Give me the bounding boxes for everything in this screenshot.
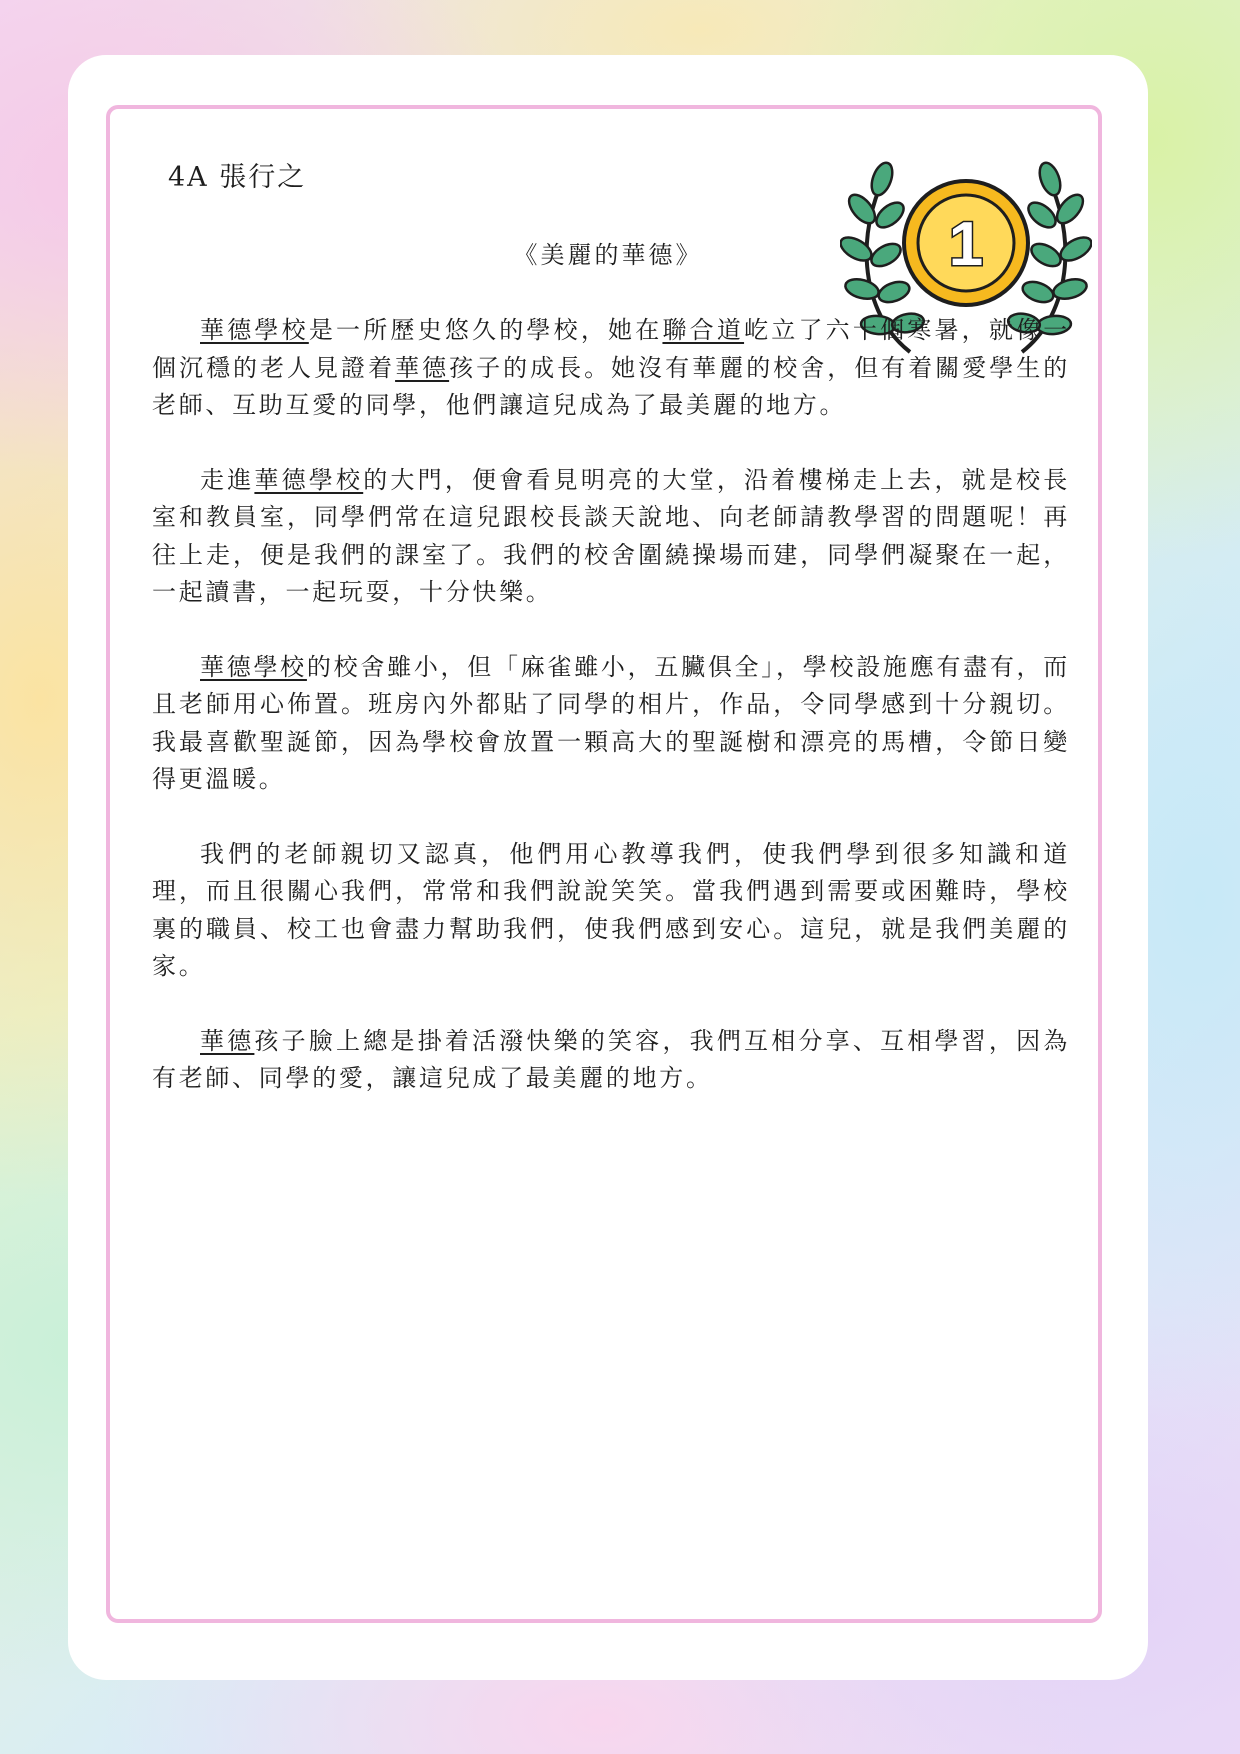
paragraph-text: 孩子的成長。她沒有華麗的校舍，但有着關愛學生的老師、互助互愛的同學，他們讓這兒成為了最美麗的地方。 [152,353,1070,419]
paragraph-text: 是一所歷史悠久的學校，她在 [308,316,663,344]
paragraph-text: 的校舍雖小，但「麻雀雖小，五臟俱全」，學校設施應有盡有，而且老師用心佈置。班房內外都貼了同學的相片，作品，令同學感到十分親切。我最喜歡聖誕節，因為學校會放置一顆高大的聖誕樹和漂亮的馬槽，令節日變得更溫暖。 [152,652,1070,793]
essay-paragraph [152,312,1070,425]
underlined-proper-noun: 華德 [200,1026,255,1055]
underlined-proper-noun: 華德學校 [200,652,307,681]
medal-number: 1 [948,210,984,279]
paragraph-text: 我們的老師親切又認真，他們用心教導我們，使我們學到很多知識和道理，而且很關心我們，常常和我們說說笑笑。當我們遇到需要或困難時，學校裏的職員、校工也會盡力幫助我們，使我們感到安心。這兒，就是我們美麗的家。 [152,839,1070,980]
paragraph-text: 走進 [200,465,255,494]
paragraph-text: 的大門，便會看見明亮的大堂，沿着樓梯走上去，就是校長室和教員室，同學們常在這兒跟校長談天說地、向老師請教學習的問題呢！再往上走，便是我們的課室了。我們的校舍圍繞操場而建，同學們凝聚在一起，一起讀書，一起玩耍，十分快樂。 [152,465,1070,606]
essay-body [152,312,1070,1135]
underlined-proper-noun: 華德學校 [200,316,309,344]
essay-paragraph [152,1023,1070,1098]
essay-title: 《美麗的華德》 [513,241,703,269]
essay-paragraph [152,836,1070,986]
essay-paragraph [152,649,1070,799]
underlined-proper-noun: 華德學校 [254,465,364,494]
author-label: 4A 張行之 [168,162,307,193]
paragraph-text: 孩子臉上總是掛着活潑快樂的笑容，我們互相分享、互相學習，因為有老師、同學的愛，讓這兒成了最美麗的地方。 [152,1026,1070,1092]
page-card [68,55,1148,1680]
essay-paragraph [152,462,1070,612]
underlined-proper-noun: 華德 [395,353,450,382]
paragraph-text: 屹立了六十個寒暑，就像一個沉穩的老人見證着 [152,316,1070,382]
underlined-proper-noun: 聯合道 [662,316,745,344]
